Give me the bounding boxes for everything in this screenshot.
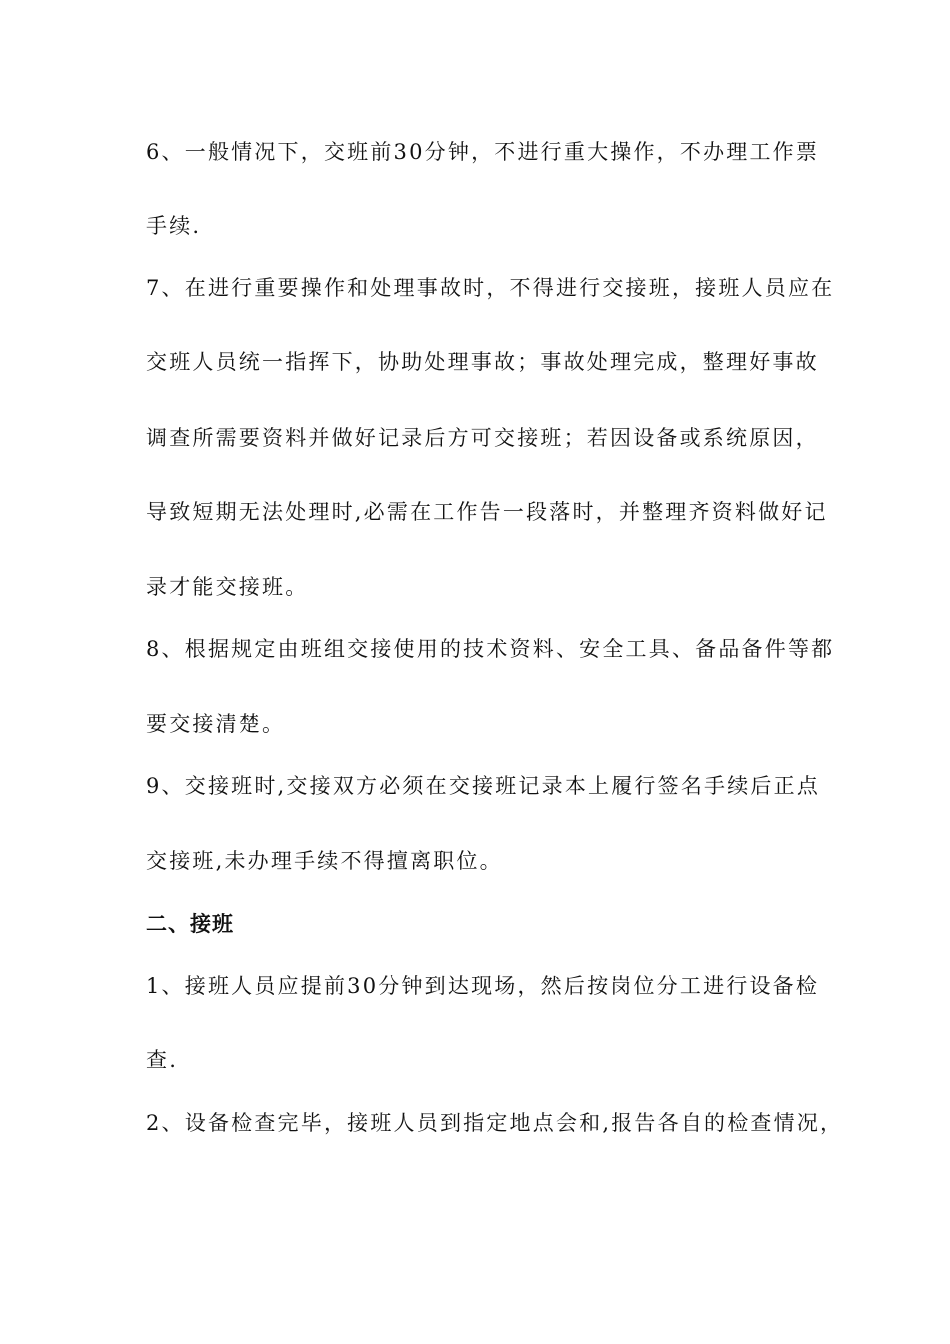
paragraph-2-line-1: 2、设备检查完毕，接班人员到指定地点会和,报告各自的检查情况， — [146, 1111, 844, 1135]
paragraph-9-line-2: 交接班,未办理手续不得擅离职位。 — [146, 849, 503, 873]
paragraph-1-line-1: 1、接班人员应提前30分钟到达现场，然后按岗位分工进行设备检 — [146, 974, 820, 998]
paragraph-7-line-2: 交班人员统一指挥下，协助处理事故；事故处理完成，整理好事故 — [146, 350, 819, 374]
paragraph-6-line-2: 手续. — [146, 214, 202, 238]
paragraph-7-line-5: 录才能交接班。 — [146, 575, 309, 599]
paragraph-6-line-1: 6、一般情况下，交班前30分钟，不进行重大操作，不办理工作票 — [146, 140, 820, 164]
paragraph-7-line-1: 7、在进行重要操作和处理事故时，不得进行交接班，接班人员应在 — [146, 276, 835, 300]
paragraph-8-line-1: 8、根据规定由班组交接使用的技术资料、安全工具、备品备件等都 — [146, 637, 835, 661]
section-heading: 二、接班 — [146, 912, 234, 936]
paragraph-9-line-1: 9、交接班时,交接双方必须在交接班记录本上履行签名手续后正点 — [146, 774, 821, 798]
paragraph-7-line-4: 导致短期无法处理时,必需在工作告一段落时，并整理齐资料做好记 — [146, 500, 828, 524]
paragraph-8-line-2: 要交接清楚。 — [146, 712, 286, 736]
paragraph-1-line-2: 查. — [146, 1048, 179, 1072]
paragraph-7-line-3: 调查所需要资料并做好记录后方可交接班；若因设备或系统原因， — [146, 426, 819, 450]
